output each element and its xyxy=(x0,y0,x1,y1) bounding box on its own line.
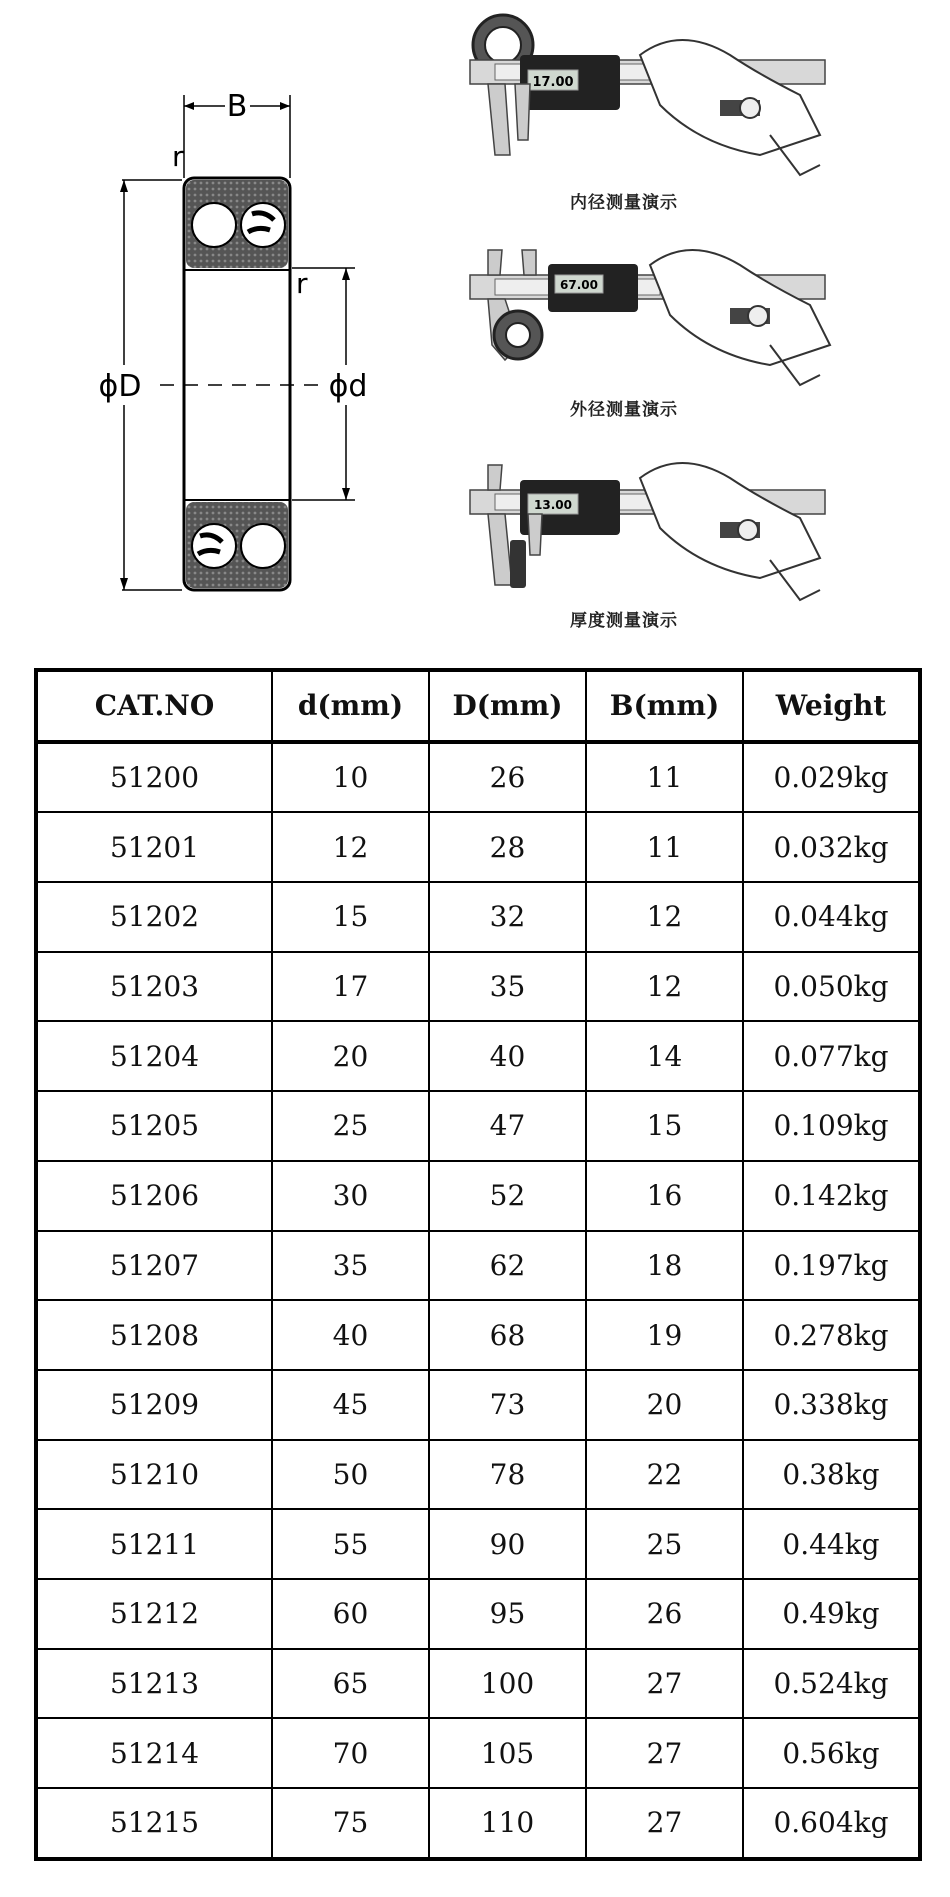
cell-weight: 0.338kg xyxy=(743,1370,920,1440)
cell-outer-d: 35 xyxy=(429,952,586,1022)
table-header-row xyxy=(36,670,920,742)
table-row xyxy=(36,1579,920,1649)
cell-cat-no: 51208 xyxy=(36,1300,272,1370)
radius-label-inner: r xyxy=(296,267,308,300)
cell-inner-d: 60 xyxy=(272,1579,429,1649)
spec-table xyxy=(34,668,922,1861)
ball-top-right xyxy=(241,203,285,247)
cell-outer-d: 28 xyxy=(429,812,586,882)
cell-width-b: 12 xyxy=(586,882,743,952)
table-row xyxy=(36,882,920,952)
cell-width-b: 27 xyxy=(586,1788,743,1859)
cell-inner-d: 20 xyxy=(272,1021,429,1091)
ball-bottom-right xyxy=(241,524,285,568)
cell-outer-d: 68 xyxy=(429,1300,586,1370)
header-inner-d: d(mm) xyxy=(272,670,429,742)
cell-width-b: 27 xyxy=(586,1649,743,1719)
cell-weight: 0.49kg xyxy=(743,1579,920,1649)
cell-outer-d: 73 xyxy=(429,1370,586,1440)
cell-weight: 0.109kg xyxy=(743,1091,920,1161)
cell-weight: 0.044kg xyxy=(743,882,920,952)
cell-width-b: 25 xyxy=(586,1509,743,1579)
cell-outer-d: 32 xyxy=(429,882,586,952)
table-row xyxy=(36,1649,920,1719)
caliper-demo-outer xyxy=(470,250,830,385)
cell-width-b: 11 xyxy=(586,812,743,882)
cell-weight: 0.38kg xyxy=(743,1440,920,1510)
cell-inner-d: 17 xyxy=(272,952,429,1022)
table-row xyxy=(36,1509,920,1579)
radius-label-top: r xyxy=(172,140,184,173)
table-row xyxy=(36,812,920,882)
cell-inner-d: 65 xyxy=(272,1649,429,1719)
table-row xyxy=(36,742,920,813)
illustration-area xyxy=(0,0,950,665)
table-row xyxy=(36,1718,920,1788)
outer-diameter-label: ϕD xyxy=(98,369,142,404)
cell-outer-d: 40 xyxy=(429,1021,586,1091)
cell-inner-d: 45 xyxy=(272,1370,429,1440)
cell-outer-d: 100 xyxy=(429,1649,586,1719)
header-outer-d: D(mm) xyxy=(429,670,586,742)
cell-weight: 0.56kg xyxy=(743,1718,920,1788)
cell-width-b: 11 xyxy=(586,742,743,813)
cell-width-b: 15 xyxy=(586,1091,743,1161)
cell-weight: 0.032kg xyxy=(743,812,920,882)
cell-weight: 0.604kg xyxy=(743,1788,920,1859)
cell-inner-d: 30 xyxy=(272,1161,429,1231)
cell-weight: 0.077kg xyxy=(743,1021,920,1091)
caption-thickness: 厚度测量演示 xyxy=(570,611,678,631)
cell-weight: 0.197kg xyxy=(743,1231,920,1301)
header-cat-no: CAT.NO xyxy=(36,670,272,742)
ball-bottom-left xyxy=(192,524,236,568)
cell-weight: 0.278kg xyxy=(743,1300,920,1370)
caption-outer-diameter: 外径测量演示 xyxy=(570,400,678,420)
cell-cat-no: 51215 xyxy=(36,1788,272,1859)
table-row xyxy=(36,1440,920,1510)
cell-inner-d: 40 xyxy=(272,1300,429,1370)
caliper-display-2: 67.00 xyxy=(560,278,598,292)
cell-outer-d: 52 xyxy=(429,1161,586,1231)
cell-inner-d: 25 xyxy=(272,1091,429,1161)
cell-outer-d: 78 xyxy=(429,1440,586,1510)
header-weight: Weight xyxy=(743,670,920,742)
table-row xyxy=(36,1300,920,1370)
cell-cat-no: 51207 xyxy=(36,1231,272,1301)
cell-inner-d: 35 xyxy=(272,1231,429,1301)
cell-cat-no: 51214 xyxy=(36,1718,272,1788)
cell-inner-d: 75 xyxy=(272,1788,429,1859)
table-row xyxy=(36,1788,920,1859)
caliper-demo-thickness xyxy=(470,463,825,600)
cell-cat-no: 51210 xyxy=(36,1440,272,1510)
cell-inner-d: 10 xyxy=(272,742,429,813)
cell-weight: 0.524kg xyxy=(743,1649,920,1719)
cell-width-b: 26 xyxy=(586,1579,743,1649)
cell-width-b: 18 xyxy=(586,1231,743,1301)
cell-cat-no: 51201 xyxy=(36,812,272,882)
table-row xyxy=(36,952,920,1022)
cell-outer-d: 47 xyxy=(429,1091,586,1161)
cell-width-b: 19 xyxy=(586,1300,743,1370)
cell-inner-d: 55 xyxy=(272,1509,429,1579)
cell-inner-d: 15 xyxy=(272,882,429,952)
cell-cat-no: 51211 xyxy=(36,1509,272,1579)
cell-cat-no: 51212 xyxy=(36,1579,272,1649)
cell-outer-d: 95 xyxy=(429,1579,586,1649)
cell-width-b: 20 xyxy=(586,1370,743,1440)
cell-cat-no: 51204 xyxy=(36,1021,272,1091)
caliper-demo-inner xyxy=(470,15,825,175)
cell-width-b: 16 xyxy=(586,1161,743,1231)
cell-cat-no: 51202 xyxy=(36,882,272,952)
cell-width-b: 22 xyxy=(586,1440,743,1510)
cell-outer-d: 105 xyxy=(429,1718,586,1788)
cell-weight: 0.142kg xyxy=(743,1161,920,1231)
header-width-b: B(mm) xyxy=(586,670,743,742)
caliper-display-3: 13.00 xyxy=(534,498,572,512)
caliper-display-1: 17.00 xyxy=(532,75,574,90)
table-row xyxy=(36,1161,920,1231)
cell-outer-d: 90 xyxy=(429,1509,586,1579)
cell-outer-d: 110 xyxy=(429,1788,586,1859)
cell-inner-d: 70 xyxy=(272,1718,429,1788)
table-row xyxy=(36,1231,920,1301)
cell-weight: 0.050kg xyxy=(743,952,920,1022)
cell-weight: 0.029kg xyxy=(743,742,920,813)
width-label: B xyxy=(226,89,248,124)
cell-inner-d: 12 xyxy=(272,812,429,882)
cell-width-b: 27 xyxy=(586,1718,743,1788)
cell-cat-no: 51203 xyxy=(36,952,272,1022)
cell-width-b: 14 xyxy=(586,1021,743,1091)
cell-cat-no: 51213 xyxy=(36,1649,272,1719)
bearing-diagram xyxy=(0,0,950,665)
cell-inner-d: 50 xyxy=(272,1440,429,1510)
ball-top-left xyxy=(192,203,236,247)
cell-outer-d: 26 xyxy=(429,742,586,813)
cell-outer-d: 62 xyxy=(429,1231,586,1301)
caption-inner-diameter: 内径测量演示 xyxy=(570,193,678,213)
cell-width-b: 12 xyxy=(586,952,743,1022)
table-row xyxy=(36,1091,920,1161)
cell-cat-no: 51206 xyxy=(36,1161,272,1231)
cell-cat-no: 51200 xyxy=(36,742,272,813)
table-row xyxy=(36,1021,920,1091)
inner-diameter-label: ϕd xyxy=(328,369,368,404)
cell-weight: 0.44kg xyxy=(743,1509,920,1579)
cell-cat-no: 51205 xyxy=(36,1091,272,1161)
cell-cat-no: 51209 xyxy=(36,1370,272,1440)
table-row xyxy=(36,1370,920,1440)
